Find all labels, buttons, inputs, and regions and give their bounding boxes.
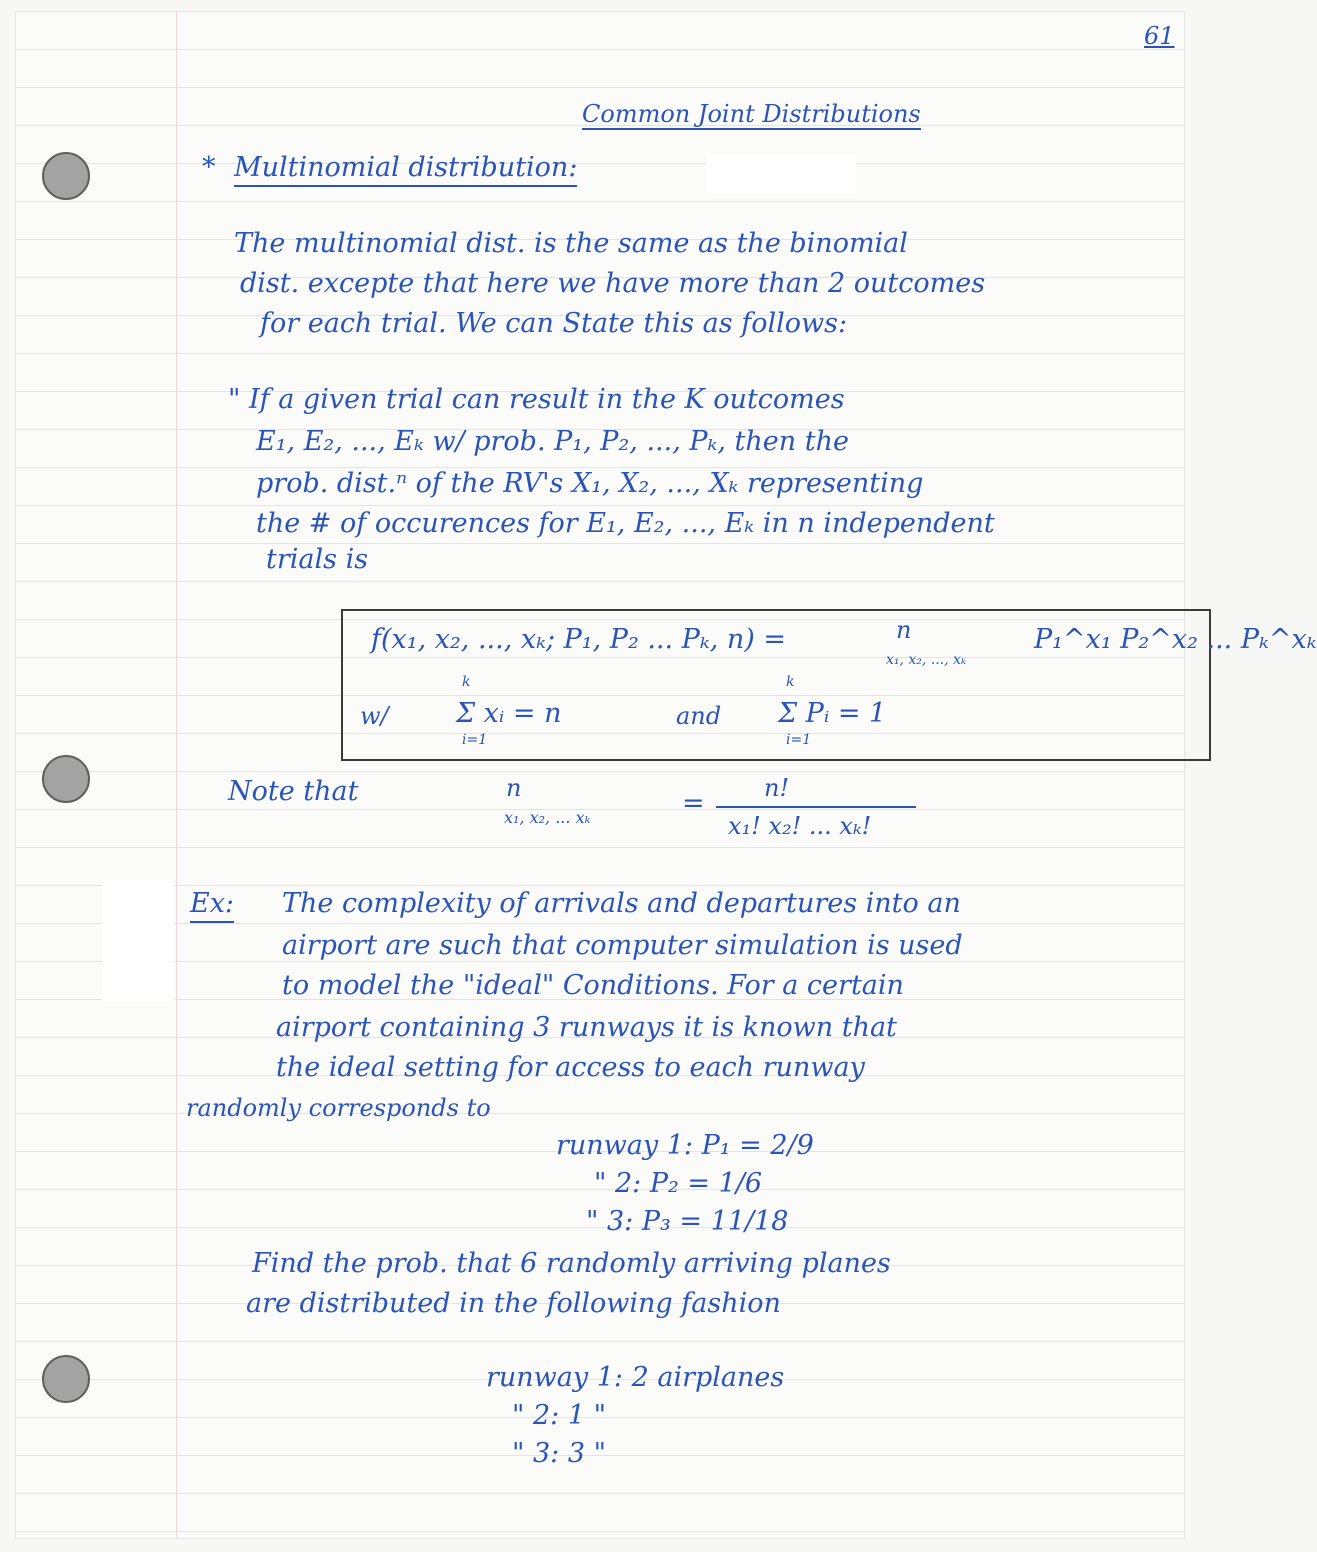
note-equals: = [682, 788, 705, 819]
distribution-line: runway 1: 2 airplanes [486, 1362, 785, 1393]
text-line: for each trial. We can State this as follows: [260, 308, 848, 339]
section-title: Multinomial distribution: [234, 152, 577, 187]
whiteout-patch [706, 154, 856, 194]
text-line: E₁, E₂, ..., Eₖ w/ prob. P₁, P₂, ..., Pₖ, then the [256, 426, 849, 457]
punch-hole-bottom [42, 1355, 90, 1403]
text-line: trials is [266, 544, 369, 575]
text-line: airport are such that computer simulation is used [282, 930, 963, 961]
coef-top: n [896, 616, 912, 644]
w-label: w/ [360, 702, 389, 730]
text-line: The multinomial dist. is the same as the binomial [234, 228, 908, 259]
fraction-bar [716, 806, 916, 808]
sum-upper: k [462, 674, 471, 690]
margin-line [176, 12, 177, 1538]
page-heading: Common Joint Distributions [582, 100, 921, 128]
formula-powers: P₁^x₁ P₂^x₂ ... Pₖ^xₖ [1034, 624, 1317, 655]
prob-line: runway 1: P₁ = 2/9 [556, 1130, 814, 1161]
note-coef-top: n [506, 774, 522, 802]
text-line: " If a given trial can result in the K outcomes [228, 384, 845, 415]
note-label: Note that [228, 776, 359, 807]
distribution-line: " 2: 1 " [512, 1400, 607, 1431]
text-line: prob. dist.ⁿ of the RV's X₁, X₂, ..., Xₖ representing [256, 468, 924, 499]
section-bullet: * [202, 152, 216, 183]
coef-bottom: x₁, x₂, ..., xₖ [886, 652, 967, 668]
punch-hole-middle [42, 755, 90, 803]
prob-line: " 3: P₃ = 11/18 [586, 1206, 789, 1237]
text-line: dist. excepte that here we have more than 2 outcomes [240, 268, 986, 299]
sum-lower: i=1 [462, 732, 488, 748]
sum-lower: i=1 [786, 732, 812, 748]
sum-x: Σ xᵢ = n [456, 698, 562, 729]
and-text: and [676, 702, 722, 730]
sum-p: Σ Pᵢ = 1 [778, 698, 887, 729]
text-line: the ideal setting for access to each runway [276, 1052, 865, 1083]
whiteout-patch [102, 880, 174, 1002]
text-line: Find the prob. that 6 randomly arriving planes [252, 1248, 891, 1279]
notebook-page [16, 12, 1317, 1538]
example-label: Ex: [190, 888, 234, 923]
text-line: the # of occurences for E₁, E₂, ..., Eₖ in n independent [256, 508, 995, 539]
text-line: randomly corresponds to [186, 1094, 491, 1122]
distribution-line: " 3: 3 " [512, 1438, 607, 1469]
note-numerator: n! [764, 774, 790, 802]
note-coef-bottom: x₁, x₂, ... xₖ [504, 808, 591, 827]
text-line: The complexity of arrivals and departures into an [282, 888, 961, 919]
text-line: are distributed in the following fashion [246, 1288, 781, 1319]
page-number: 61 [1144, 22, 1175, 50]
punch-hole-top [42, 152, 90, 200]
note-denominator: x₁! x₂! ... xₖ! [728, 812, 872, 840]
sum-upper: k [786, 674, 795, 690]
text-line: to model the "ideal" Conditions. For a certain [282, 970, 904, 1001]
formula-lhs: f(x₁, x₂, ..., xₖ; P₁, P₂ ... Pₖ, n) = [371, 624, 786, 655]
prob-line: " 2: P₂ = 1/6 [594, 1168, 763, 1199]
text-line: airport containing 3 runways it is known that [276, 1012, 897, 1043]
